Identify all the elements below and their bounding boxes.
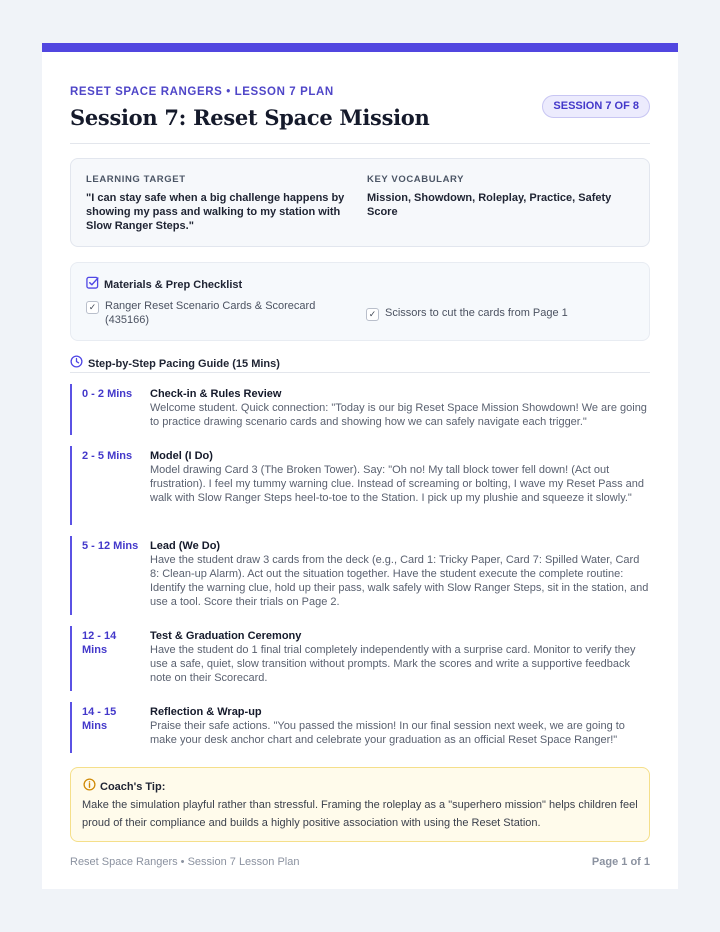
header-divider <box>70 143 650 144</box>
pacing-heading <box>70 355 280 373</box>
info-icon <box>83 778 96 796</box>
clock-icon <box>70 355 83 373</box>
checklist-item[interactable] <box>86 299 336 327</box>
step-description: Model drawing Card 3 (The Broken Tower). Say: "Oh no! My tall block tower fell down! (Act out frustration). I feel my tummy warning clue. Instead of screaming or bolting, I wave my Reset Pass and walk with Slow Ranger Steps heel-to-toe to the Station. I pick up my plushie and squeeze it slowly." <box>150 464 644 504</box>
step-timeline-bar <box>70 626 72 691</box>
checklist-item-label: Scissors to cut the cards from Page 1 <box>385 307 568 319</box>
step-body <box>150 539 650 609</box>
pacing-step <box>70 446 650 525</box>
coach-tip-title: Coach's Tip: <box>100 781 166 793</box>
checklist-item-label: Ranger Reset Scenario Cards & Scorecard (435166) <box>105 300 316 326</box>
step-title: Lead (We Do) <box>150 540 221 552</box>
step-time: 0 - 2 Mins <box>82 388 133 400</box>
step-timeline-bar <box>70 702 72 753</box>
step-description: Have the student draw 3 cards from the deck (e.g., Card 1: Tricky Paper, Card 7: Spilled Water, Card 8: Clean-up Alarm). Act out the situation together. Have the student execute the complete routine: Identify the warning clue, hold up their pass, walk safely with Slow Ranger Steps, sit in the station, and use a tool. Score their trials on Page 2. <box>150 554 649 608</box>
learning-target-box <box>70 158 650 247</box>
checkbox[interactable]: ✓ <box>86 301 99 314</box>
session-badge: SESSION 7 OF 8 <box>542 95 650 118</box>
step-body <box>150 629 650 685</box>
step-title: Model (I Do) <box>150 450 213 462</box>
checklist-item[interactable] <box>366 306 636 321</box>
pacing-step <box>70 626 650 691</box>
step-description: Praise their safe actions. "You passed the mission! In our final session next week, we are going to make your desk anchor chart and celebrate your graduation as an official Reset Space Ranger!" <box>150 720 625 746</box>
step-time: 14 - 15 Mins <box>82 706 117 732</box>
learning-target-text: "I can stay safe when a big challenge happens by showing my pass and walking to my station with Slow Ranger Steps." <box>86 192 345 232</box>
materials-title: Materials & Prep Checklist <box>104 279 243 291</box>
step-time: 2 - 5 Mins <box>82 450 133 462</box>
footer-page-number: Page 1 of 1 <box>591 856 650 868</box>
step-title: Test & Graduation Ceremony <box>150 630 302 642</box>
key-vocabulary <box>367 174 635 219</box>
pacing-title: Step-by-Step Pacing Guide (15 Mins) <box>88 358 280 370</box>
step-time: 5 - 12 Mins <box>82 540 139 552</box>
pacing-divider <box>70 372 650 373</box>
step-timeline-bar <box>70 446 72 525</box>
coach-tip-box <box>70 767 650 842</box>
materials-heading <box>86 276 242 294</box>
step-time: 12 - 14 Mins <box>82 630 117 656</box>
key-vocabulary-label: KEY VOCABULARY <box>367 174 465 185</box>
step-description: Have the student do 1 final trial completely independently with a surprise card. Monitor to verify they use a safe, quiet, slow transition without prompts. Mark the scores and write a supportive feedback note on their Scorecard. <box>150 644 636 684</box>
step-description: Welcome student. Quick connection: "Today is our big Reset Space Mission Showdown! We are going to practice drawing scenario cards and showing how we can safely navigate each trigger." <box>150 402 647 428</box>
learning-target <box>86 174 348 233</box>
materials-checklist <box>70 262 650 341</box>
learning-target-label: LEARNING TARGET <box>86 174 186 185</box>
pacing-step <box>70 384 650 435</box>
lesson-plan-page <box>42 43 678 889</box>
step-body <box>150 705 650 747</box>
step-timeline-bar <box>70 384 72 435</box>
step-title: Check-in & Rules Review <box>150 388 282 400</box>
pacing-step <box>70 702 650 753</box>
accent-top-bar <box>42 43 678 52</box>
footer-left: Reset Space Rangers • Session 7 Lesson Plan <box>70 856 300 868</box>
step-body <box>150 387 650 429</box>
checklist-icon <box>86 276 99 294</box>
coach-tip-heading <box>83 778 165 796</box>
key-vocabulary-text: Mission, Showdown, Roleplay, Practice, Safety Score <box>367 192 612 218</box>
coach-tip-text: Make the simulation playful rather than stressful. Framing the roleplay as a "superhero mission" helps children feel proud of their compliance and builds a highly positive association with using the Reset Station. <box>82 799 638 829</box>
step-title: Reflection & Wrap-up <box>150 706 262 718</box>
step-body <box>150 449 650 505</box>
page-title: Session 7: Reset Space Mission <box>70 105 430 130</box>
step-timeline-bar <box>70 536 72 615</box>
checkbox[interactable]: ✓ <box>366 308 379 321</box>
pacing-step <box>70 536 650 615</box>
lesson-kicker: RESET SPACE RANGERS • LESSON 7 PLAN <box>70 86 334 98</box>
